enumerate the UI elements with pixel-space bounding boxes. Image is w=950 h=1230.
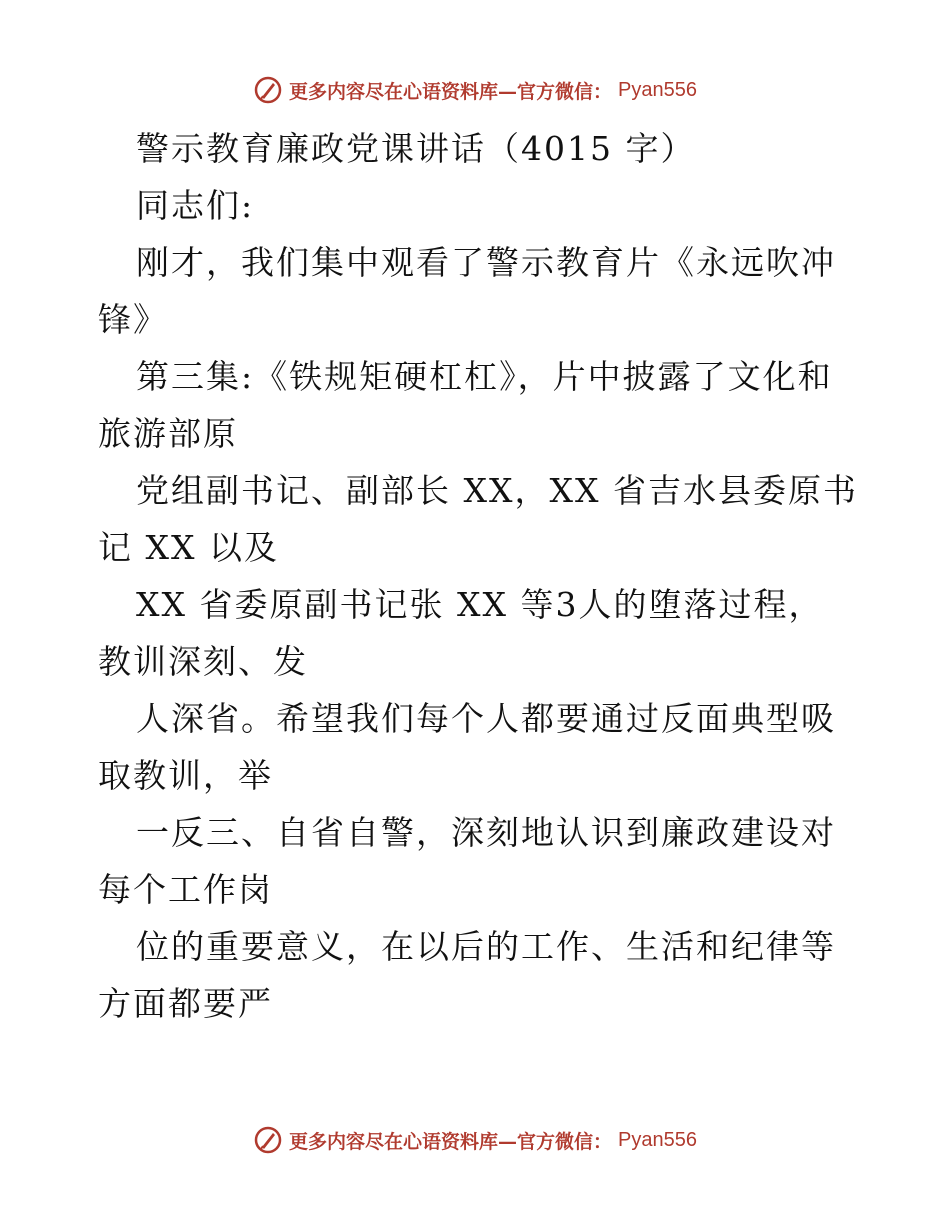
document-title: 警示教育廉政党课讲话（4015 字） bbox=[136, 129, 696, 168]
quill-logo-icon bbox=[253, 1125, 283, 1155]
header-banner-wechat-id: Pyan556 bbox=[618, 78, 697, 101]
document-body bbox=[98, 120, 858, 1032]
paragraph-line: 位的重要意义，在以后的工作、生活和纪律等方面都要严 bbox=[98, 927, 836, 1023]
paragraph-line: 刚才，我们集中观看了警示教育片《永远吹冲锋》 bbox=[98, 243, 836, 339]
paragraph-line: 人深省。希望我们每个人都要通过反面典型吸取教训，举 bbox=[98, 699, 836, 795]
header-banner-text: 更多内容尽在心语资料库—官方微信： bbox=[289, 80, 613, 103]
footer-banner-text: 更多内容尽在心语资料库—官方微信： bbox=[289, 1130, 613, 1153]
paragraph-line: 一反三、自省自警，深刻地认识到廉政建设对每个工作岗 bbox=[98, 813, 836, 909]
paragraph-line: XX 省委原副书记张 XX 等3人的堕落过程，教训深刻、发 bbox=[98, 585, 824, 681]
paragraph-line: 同志们: bbox=[136, 186, 255, 225]
header-banner bbox=[0, 70, 950, 110]
paragraph-line: 党组副书记、副部长 XX，XX 省吉水县委原书记 XX 以及 bbox=[98, 471, 858, 567]
footer-banner bbox=[0, 1120, 950, 1160]
paragraph-line: 第三集:《铁规矩硬杠杠》，片中披露了文化和旅游部原 bbox=[98, 357, 833, 453]
footer-banner-wechat-id: Pyan556 bbox=[618, 1128, 697, 1151]
quill-logo-icon bbox=[253, 75, 283, 105]
